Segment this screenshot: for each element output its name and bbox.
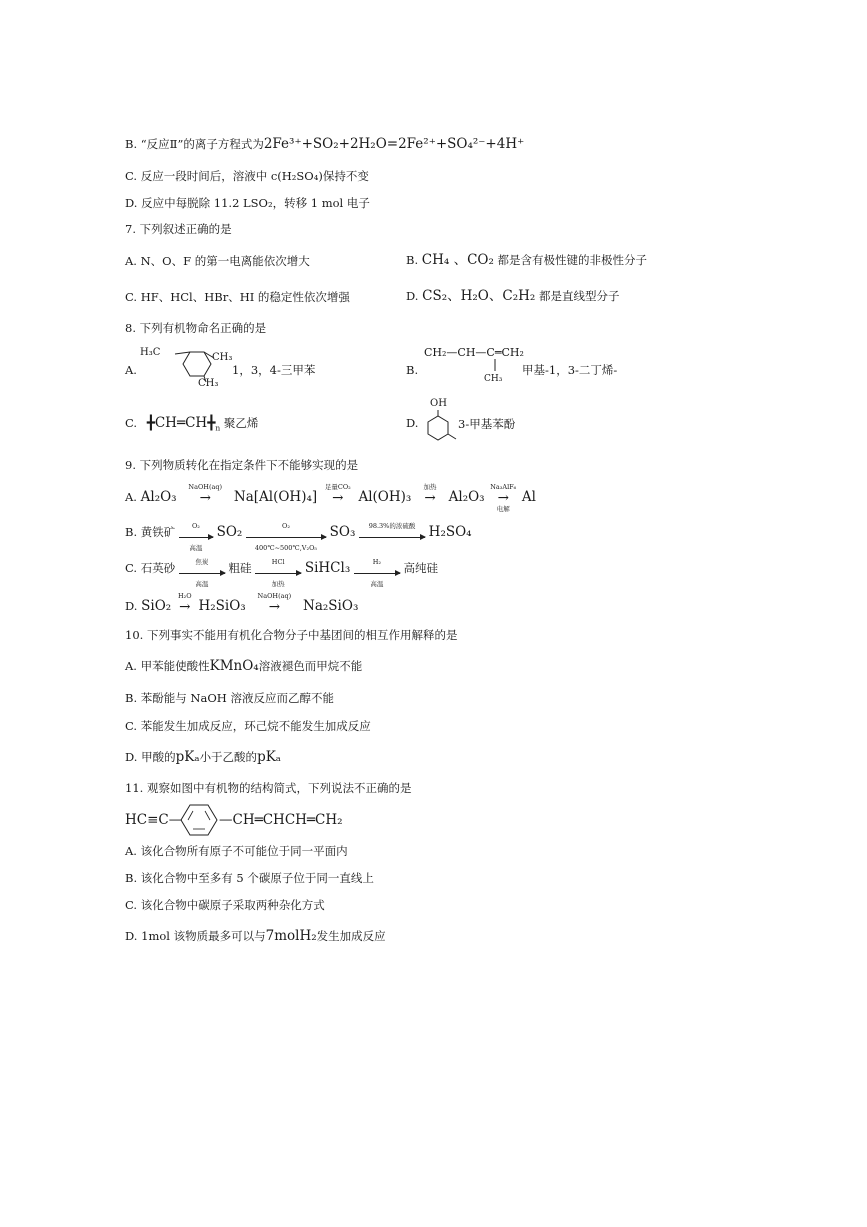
q9-c-s2: 粗硅 [228,561,252,575]
q9-d-c1: H₂O [178,592,192,600]
q9-c-c3b: 高温 [370,579,384,588]
q9-stem: 9. 下列物质转化在指定条件下不能够实现的是 [125,458,359,472]
q9-b-s2: SO₂ [216,524,243,540]
q10-option-c: C. 苯能发生加成反应，环己烷不能发生加成反应 [125,719,371,733]
q9-c-s1: 石英砂 [140,561,176,575]
q9-a-arrow-3 [415,483,445,506]
q8-option-c [125,415,258,431]
q9-a-label: A. [125,490,137,504]
q10-a-text: A. 甲苯能使酸性 [125,659,210,673]
q8-d-label: D. [406,416,419,430]
q10-d-formula-2: pKₐ [257,749,281,765]
q9-d-c2: NaOH(aq) [257,592,292,600]
arrow-right-icon: → [179,599,191,615]
q8-c-name: 聚乙烯 [223,416,259,430]
q10-d-text: D. 甲酸的 [125,750,176,764]
q10-a-text-post: 溶液褪色而甲烷不能 [258,659,363,673]
q8-c-n: n [215,423,221,433]
q9-c-arrow-3 [354,557,400,588]
arrow-right-icon: → [268,599,281,615]
q9-c-c3: H₂ [372,557,382,566]
q9-a-arrow-4 [488,483,518,513]
q7-d-label: D. [406,289,419,303]
q9-b-c1b: 高温 [189,543,203,552]
q6-option-b [125,136,524,152]
q10-option-a [125,658,362,674]
q8-a-name: 1，3，4-三甲苯 [232,363,316,377]
q9-a-c1: NaOH(aq) [188,483,223,491]
arrow-right-icon: → [424,490,436,506]
q7-option-c: C. HF、HCl、HBr、HI 的稳定性依次增强 [125,290,350,304]
q8-a-label: A. [125,363,137,377]
q9-a-s1: Al₂O₃ [140,489,177,505]
q8-b-substituent: CH₃ [484,374,503,384]
q9-c-c2: HCl [271,557,285,566]
q10-a-formula: KMnO₄ [209,658,259,674]
q8-d-oh: OH [430,398,447,409]
q9-c-c2b: 加热 [271,579,285,588]
q8-a-ch3-bottom: CH₃ [198,378,219,389]
q11-stem: 11. 观察如图中有机物的结构简式，下列说法不正确的是 [125,781,412,795]
q10-stem: 10. 下列事实不能用有机化合物分子中基团间的相互作用解释的是 [125,628,458,642]
q6-b-equation: 2Fe³⁺+SO₂+2H₂O=2Fe²⁺+SO₄²⁻+4H⁺ [263,136,525,152]
q7-option-d [406,288,619,304]
q10-d-formula-1: pKₐ [175,749,200,765]
q6-b-text: B. “反应Ⅱ”的离子方程式为 [125,137,264,151]
q8-b-chain: CH₂—CH—C═CH₂ [424,346,524,359]
q8-b-structure [424,345,624,390]
q8-b-label: B. [406,363,419,377]
q9-b-label: B. [125,525,138,539]
q9-b-arrow-3 [359,521,425,538]
q8-a-ch3-top: CH₃ [212,352,233,363]
q9-a-c4b: 电解 [496,505,510,513]
q8-a-structure [140,340,320,390]
q10-option-b: B. 苯酚能与 NaOH 溶液反应而乙醇不能 [125,691,334,705]
arrow-right-icon: → [332,490,344,506]
q10-d-text-mid: 小于乙酸的 [199,750,258,764]
q7-option-b [406,252,647,268]
q9-b-s1: 黄铁矿 [140,525,176,539]
q9-d-s1: SiO₂ [141,598,172,614]
q11-option-a: A. 该化合物所有原子不可能位于同一平面内 [125,844,348,858]
q9-b-s3: SO₃ [329,524,356,540]
q8-c-label: C. [125,416,138,430]
q9-c-s3: SiHCl₃ [304,560,351,576]
arrow-right-icon: → [497,490,509,506]
q9-b-c2b: 400℃~500℃,V₂O₅ [254,543,318,552]
q8-d-name: 3-甲基苯酚 [458,417,516,431]
q11-option-b: B. 该化合物中至多有 5 个碳原子位于同一直线上 [125,871,374,885]
q9-option-a [125,483,536,513]
q9-d-label: D. [125,599,138,613]
q7-b-text: 都是含有极性键的非极性分子 [497,253,648,267]
q7-b-formula: CH₄ 、CO₂ [421,252,494,268]
q10-option-d [125,749,281,765]
q9-a-arrow-1 [180,483,230,506]
q11-structure-right: —CH═CHCH═CH₂ [219,812,343,828]
q8-c-bracket-right: ╋ [207,415,216,431]
q9-option-c [125,557,439,588]
q7-option-a: A. N、O、F 的第一电离能依次增大 [125,254,310,268]
q8-b-name: 甲基-1，3-二丁烯- [522,363,618,377]
q11-structure-left: HC≡C— [125,812,183,828]
q6-option-c: C. 反应一段时间后，溶液中 c(H₂SO₄)保持不变 [125,169,369,183]
q6-option-d: D. 反应中每脱除 11.2 LSO₂，转移 1 mol 电子 [125,196,370,210]
q9-a-s5: Al [521,489,536,505]
q9-d-s3: Na₂SiO₃ [303,598,359,614]
q11-option-c: C. 该化合物中碳原子采取两种杂化方式 [125,898,325,912]
q9-a-arrow-2 [321,483,355,506]
q7-b-label: B. [406,253,419,267]
q9-a-s4: Al₂O₃ [448,489,485,505]
q9-c-c1b: 高温 [195,579,209,588]
q9-option-d [125,592,359,615]
q9-b-arrow-1 [179,521,213,552]
q9-c-arrow-2 [255,557,301,588]
arrow-right-icon: → [199,490,211,506]
q9-a-c3: 加热 [423,483,437,491]
q8-c-formula: CH═CH [154,415,208,431]
q8-stem: 8. 下列有机物命名正确的是 [125,321,267,335]
q9-c-c1: 焦炭 [195,557,209,566]
q9-b-c2: O₂ [282,521,290,530]
q9-a-c2: 足量CO₂ [324,483,351,491]
q7-d-text: 都是直线型分子 [538,289,620,303]
q11-d-text: D. 1mol 该物质最多可以与 [125,929,266,943]
q9-b-c3: 98.3%的浓硫酸 [368,521,416,530]
q9-a-c4: Na₃AlF₆ [490,483,517,491]
benzene-ring-icon [179,802,219,838]
q9-a-s3: Al(OH)₃ [358,489,412,505]
q8-a-h3c: H₃C [140,347,161,358]
q11-d-text-post: 发生加成反应 [316,929,386,943]
q9-b-c1: O₂ [191,521,200,530]
q9-c-label: C. [125,561,138,575]
q9-d-s2: H₂SiO₃ [198,598,246,614]
q9-b-s4: H₂SO₄ [428,524,472,540]
q9-d-arrow-2 [249,592,299,615]
q11-d-formula: 7molH₂ [265,928,317,944]
q8-d-structure [420,396,560,444]
q11-structure [125,802,385,838]
q9-a-s2: Na[Al(OH)₄] [233,489,318,505]
q11-option-d [125,928,386,944]
q9-c-s4: 高纯硅 [403,561,439,575]
q9-d-arrow-1 [175,592,195,615]
q8-c-bracket-left: ╋ [146,415,155,431]
q7-d-formula: CS₂、H₂O、C₂H₂ [422,288,536,304]
q7-stem: 7. 下列叙述正确的是 [125,222,232,236]
q9-c-arrow-1 [179,557,225,588]
